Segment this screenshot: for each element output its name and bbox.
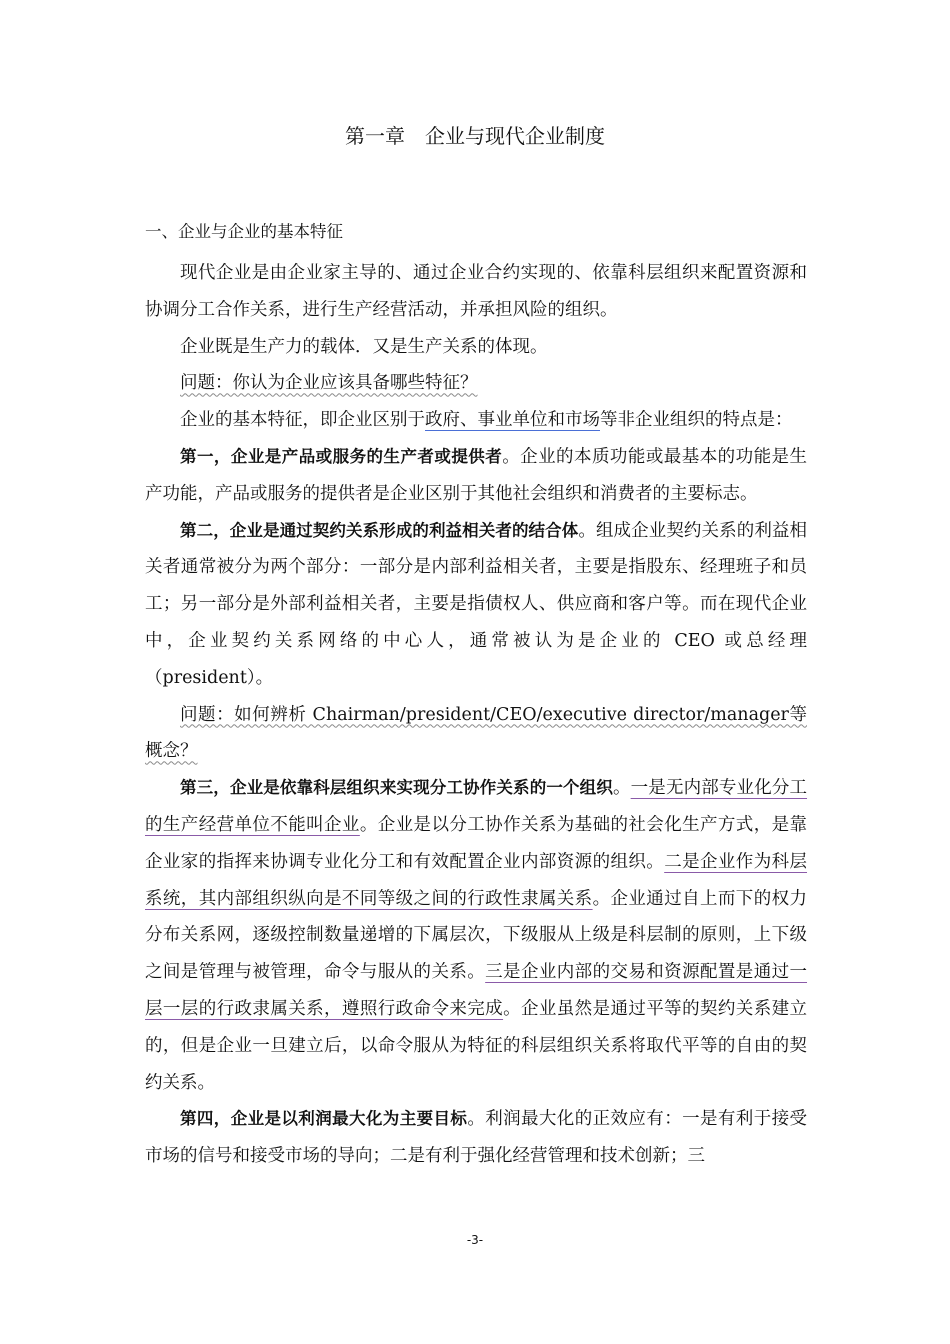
paragraph-features-intro: [145, 402, 807, 439]
question-paragraph: [145, 365, 807, 402]
underlined-text: 一是无内部专业化分工的生产经营单位不能叫企业: [145, 778, 808, 835]
text-span: 。组成企业契约关系的利益相关者通常被分为两个部分：一部分是内部利益相关者，主要是指股东、经理班子和员工；另一部分是外部利益相关者，主要是指债权人、供应商和客户等。而在现代企业中，企业契约关系网络的中心人，通常被认为是企业的 CEO 或总经理（president）。: [145, 520, 808, 688]
page-number: -3-: [466, 1233, 484, 1247]
text-span: 。企业通过自上而下的权力分布关系网，逐级控制数量递增的下属层次，下级服从上级是科层制的原则，上下级之间是管理与被管理，命令与服从的关系。: [145, 888, 808, 983]
section-heading: 一、企业与企业的基本特征: [145, 222, 343, 241]
paragraph-definition: 现代企业是由企业家主导的、通过企业合约实现的、依靠科层组织来配置资源和协调分工合作关系，进行生产经营活动，并承担风险的组织。: [145, 263, 807, 320]
text-span: 。企业虽然是通过平等的契约关系建立的，但是企业一旦建立后，以命令服从为特征的科层组织关系将取代平等的自由的契约关系。: [145, 998, 808, 1093]
question-paragraph: [145, 697, 807, 771]
paragraph-feature-1: [145, 439, 807, 513]
feature-heading: 第一，企业是产品或服务的生产者或提供者: [180, 446, 503, 466]
underlined-text: 三是企业内部的交易和资源配置是通过一层一层的行政隶属关系，遵照行政命令来完成: [145, 962, 808, 1019]
feature-heading: 第三，企业是依靠科层组织来实现分工协作关系的一个组织: [180, 778, 613, 798]
paragraph-carrier: 企业既是生产力的载体．又是生产关系的体现。: [180, 336, 548, 357]
feature-heading: 第二，企业是通过契约关系形成的利益相关者的结合体: [180, 520, 579, 540]
feature-heading: 第四，企业是以利润最大化为主要目标: [180, 1109, 468, 1129]
underlined-text: 政府、事业单位和市场: [425, 410, 600, 431]
text-span: 企业的基本特征，即企业区别于: [180, 410, 425, 431]
text-span: 。: [612, 778, 631, 799]
text-span: 。企业是以分工协作关系为基础的社会化生产方式，是靠企业家的指挥来协调专业化分工和有效配置企业内部资源的组织。: [145, 814, 808, 872]
text-span: 等非企业组织的特点是：: [600, 410, 793, 431]
chapter-title: 第一章 企业与现代企业制度: [345, 124, 605, 148]
text-span: 。企业的本质功能或最基本的功能是生产功能，产品或服务的提供者是企业区别于其他社会组织和消费者的主要标志。: [145, 446, 808, 504]
paragraph-feature-3: [145, 770, 807, 1101]
underlined-text: 二是企业作为科层系统，其内部组织纵向是不同等级之间的行政性隶属关系: [145, 851, 808, 909]
question-text: 问题：如何辨析 Chairman/president/CEO/executive director/manager等概念？: [145, 704, 807, 762]
paragraph-feature-2: [145, 513, 807, 697]
paragraph-feature-4: [145, 1101, 807, 1175]
text-span: 。利润最大化的正效应有：一是有利于接受市场的信号和接受市场的导向；二是有利于强化经营管理和技术创新；三: [145, 1109, 808, 1167]
body-text: [145, 255, 807, 1175]
question-text: 问题：你认为企业应该具备哪些特征？: [180, 373, 478, 394]
